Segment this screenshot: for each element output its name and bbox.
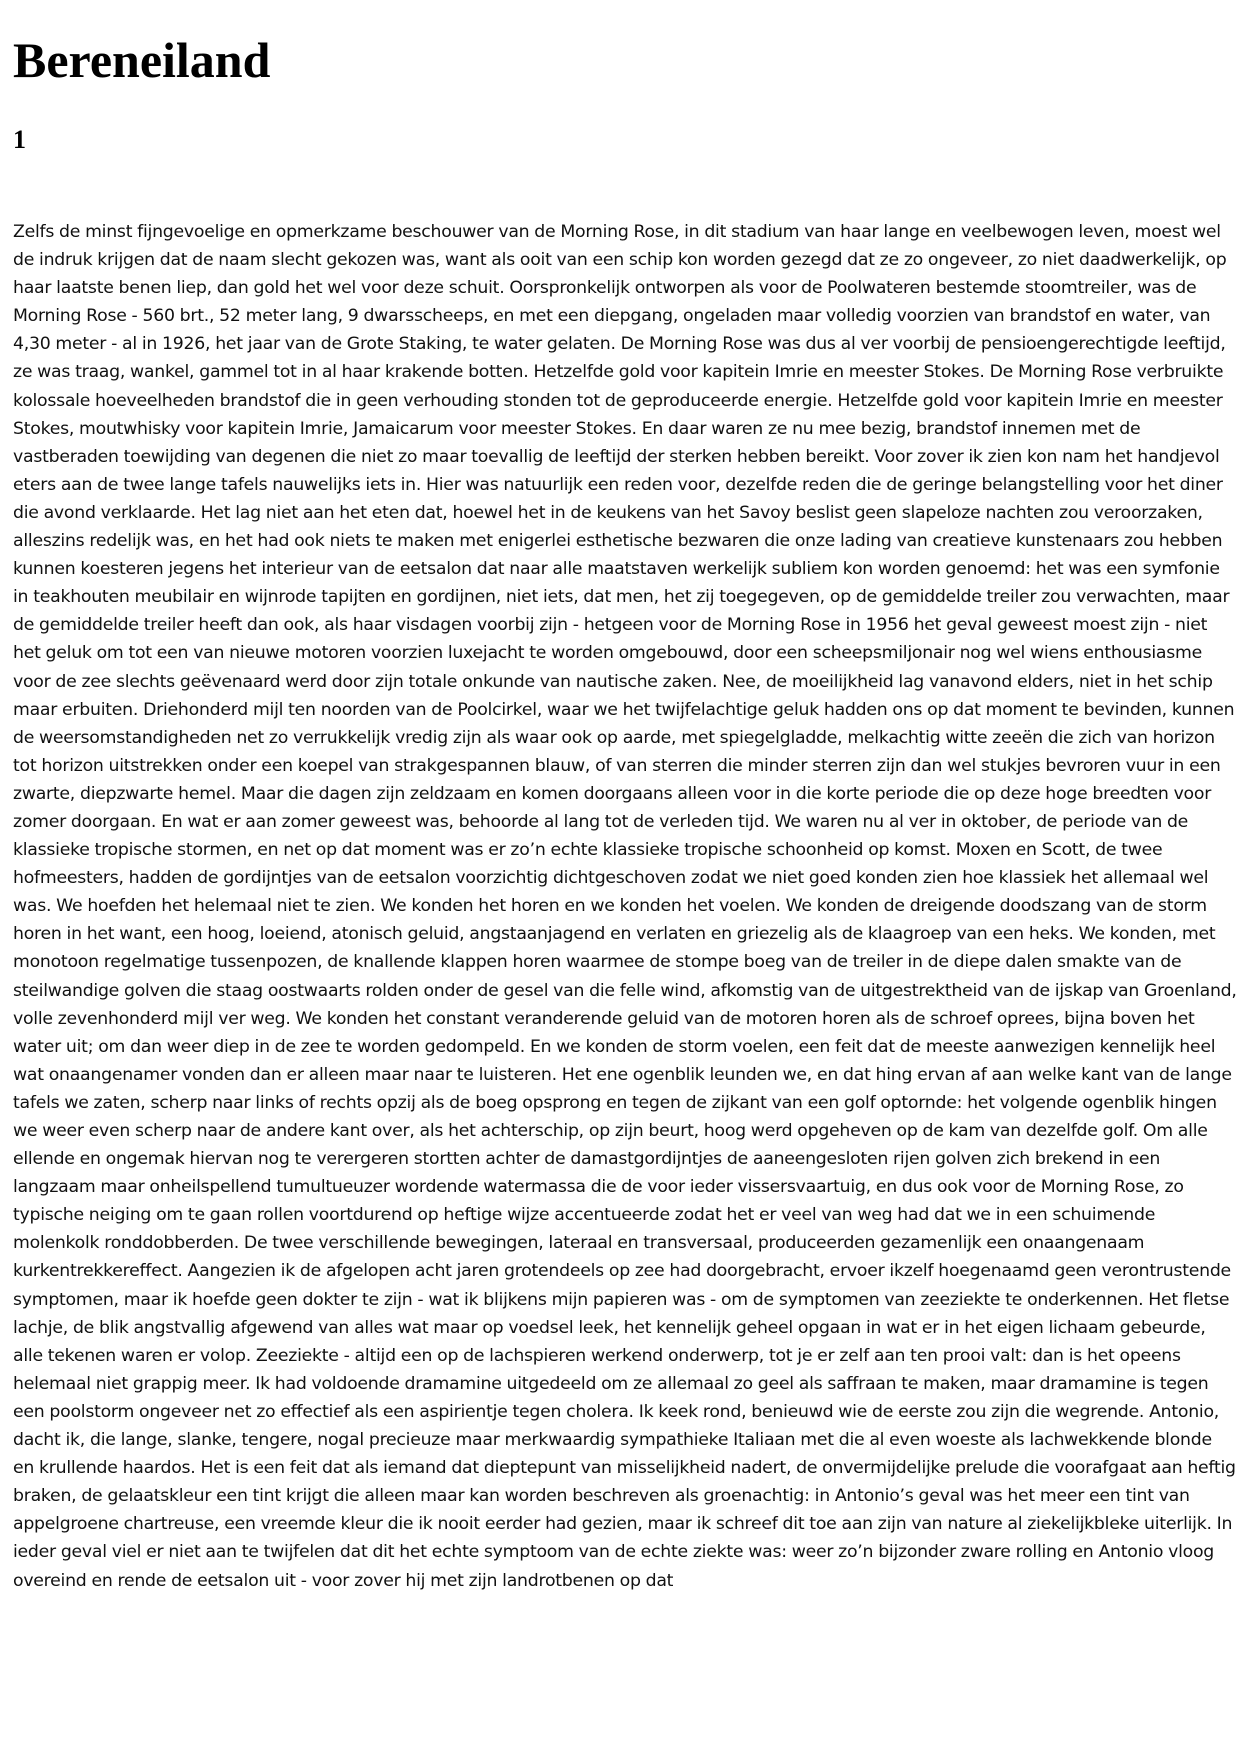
book-title: Bereneiland (13, 32, 271, 88)
chapter-number: 1 (13, 125, 26, 154)
body-paragraph: Zelfs de minst fijngevoelige en opmerkzame beschouwer van de Morning Rose, in dit stadium van haar lange en veelbewogen leven, moest wel de indruk krijgen dat de naam slecht gekozen was, want als ooit van een schip kon worden gezegd dat ze zo ongeveer, zo niet daadwerkelijk, op haar laatste benen liep, dan gold het wel voor deze schuit. Oorspronkelijk ontworpen als voor de Poolwateren bestemde stoomtreiler, was de Morning Rose - 560 brt., 52 meter lang, 9 dwarsscheeps, en met een diepgang, ongeladen maar volledig voorzien van brandstof en water, van 4,30 meter - al in 1926, het jaar van de Grote Staking, te water gelaten. De Morning Rose was dus al ver voorbij de pensioengerechtigde leeftijd, ze was traag, wankel, gammel tot in al haar krakende botten. Hetzelfde gold voor kapitein Imrie en meester Stokes. De Morning Rose verbruikte kolossale hoeveelheden brandstof die in geen verhouding stonden tot de geproduceerde energie. Hetzelfde gold voor kapitein Imrie en meester Stokes, moutwhisky voor kapitein Imrie, Jamaicarum voor meester Stokes. En daar waren ze nu mee bezig, brandstof innemen met de vastberaden toewijding van degenen die niet zo maar toevallig de leeftijd der sterken hebben bereikt. Voor zover ik zien kon nam het handjevol eters aan de twee lange tafels nauwelijks iets in. Hier was natuurlijk een reden voor, dezelfde reden die de geringe belangstelling voor het diner die avond verklaarde. Het lag niet aan het eten dat, hoewel het in de keukens van het Savoy beslist geen slapeloze nachten zou veroorzaken, alleszins redelijk was, en het had ook niets te maken met enigerlei esthetische bezwaren die onze lading van creatieve kunstenaars zou hebben kunnen koesteren jegens het interieur van de eetsalon dat naar alle maatstaven werkelijk subliem kon worden genoemd: het was een symfonie in teakhouten meubilair en wijnrode tapijten en gordijnen, niet iets, dat men, het zij toegegeven, op de gemiddelde treiler zou verwachten, maar de gemiddelde treiler heeft dan ook, als haar visdagen voorbij zijn - hetgeen voor de Morning Rose in 1956 het geval geweest moest zijn - niet het geluk om tot een van nieuwe motoren voorzien luxejacht te worden omgebouwd, door een scheepsmiljonair nog wel wiens enthousiasme voor de zee slechts geëvenaard werd door zijn totale onkunde van nautische zaken. Nee, de moeilijkheid lag vanavond elders, niet in het schip maar erbuiten. Driehonderd mijl ten noorden van de Poolcirkel, waar we het twijfelachtige geluk hadden ons op dat moment te bevinden, kunnen de weersomstandigheden net zo verrukkelijk vredig zijn als waar ook op aarde, met spiegelgladde, melkachtig witte zeeën die zich van horizon tot horizon uitstrekken onder een koepel van strakgespannen blauw, of van sterren die minder sterren zijn dan wel stukjes bevroren vuur in een zwarte, diepzwarte hemel. Maar die dagen zijn zeldzaam en komen doorgaans alleen voor in die korte periode die op deze hoge breedten voor zomer doorgaan. En wat er aan zomer geweest was, behoorde al lang tot de verleden tijd. We waren nu al ver in oktober, de periode van de klassieke tropische stormen, en net op dat moment was er zo’n echte klassieke tropische schoonheid op komst. Moxen en Scott, de twee hofmeesters, hadden de gordijntjes van de eetsalon voorzichtig dichtgeschoven zodat we niet goed konden zien hoe klassiek het allemaal wel was. We hoefden het helemaal niet te zien. We konden het horen en we konden het voelen. We konden de dreigende doodszang van de storm horen in het want, een hoog, loeiend, atonisch geluid, angstaanjagend en verlaten en griezelig als de klaagroep van een heks. We konden, met monotoon regelmatige tussenpozen, de knallende klappen horen waarmee de stompe boeg van de treiler in de diepe dalen smakte van de steilwandige golven die staag oostwaarts rolden onder de gesel van die felle wind, afkomstig van de uitgestrektheid van de ijskap van Groenland, volle zevenhonderd mijl ver weg. We konden het constant veranderende geluid van de motoren horen als de schroef oprees, bijna boven het water uit; om dan weer diep in de zee te worden gedompeld. En we konden de storm voelen, een feit dat de meeste aanwezigen kennelijk heel wat onaangenamer vonden dan er alleen maar naar te luisteren. Het ene ogenblik leunden we, en dat hing ervan af aan welke kant van de lange tafels we zaten, scherp naar links of rechts opzij als de boeg opsprong en tegen de zijkant van een golf optornde: het volgende ogenblik hingen we weer even scherp naar de andere kant over, als het achterschip, op zijn beurt, hoog werd opgeheven op de kam van dezelfde golf. Om alle ellende en ongemak hiervan nog te verergeren stortten achter de damastgordijntjes de aaneengesloten rijen golven zich brekend in een langzaam maar onheilspellend tumultueuzer wordende watermassa die de voor ieder vissersvaartuig, en dus ook voor de Morning Rose, zo typische neiging om te gaan rollen voortdurend op heftige wijze accentueerde zodat het er veel van weg had dat we in een schuimende molenkolk ronddobberden. De twee verschillende bewegingen, lateraal en transversaal, produceerden gezamenlijk een onaangenaam kurkentrekkereffect. Aangezien ik de afgelopen acht jaren grotendeels op zee had doorgebracht, ervoer ikzelf hoegenaamd geen verontrustende symptomen, maar ik hoefde geen dokter te zijn - wat ik blijkens mijn papieren was - om de symptomen van zeeziekte te onderkennen. Het fletse lachje, de blik angstvallig afgewend van alles wat maar op voedsel leek, het kennelijk geheel opgaan in wat er in het eigen lichaam gebeurde, alle tekenen waren er volop. Zeeziekte - altijd een op de lachspieren werkend onderwerp, tot je er zelf aan ten prooi valt: dan is het opeens helemaal niet grappig meer. Ik had voldoende dramamine uitgedeeld om ze allemaal zo geel als saffraan te maken, maar dramamine is tegen een poolstorm ongeveer net zo effectief als een aspirientje tegen cholera. Ik keek rond, benieuwd wie de eerste zou zijn die wegrende. Antonio, dacht ik, die lange, slanke, tengere, nogal precieuze maar merkwaardig sympathieke Italiaan met die al even woeste als lachwekkende blonde en krullende haardos. Het is een feit dat als iemand dat dieptepunt van misselijkheid nadert, de onvermijdelijke prelude die voorafgaat aan heftig braken, de gelaatskleur een tint krijgt die alleen maar kan worden beschreven als groenachtig: in Antonio’s geval was het meer een tint van appelgroene chartreuse, een vreemde kleur die ik nooit eerder had gezien, maar ik schreef dit toe aan zijn van nature al ziekelijkbleke uiterlijk. In ieder geval viel er niet aan te twijfelen dat dit het echte symptoom van de echte ziekte was: weer zo’n bijzonder zware rolling en Antonio vloog overeind en rende de eetsalon uit - voor zover hij met zijn landrotbenen op dat (13, 222, 1237, 1591)
